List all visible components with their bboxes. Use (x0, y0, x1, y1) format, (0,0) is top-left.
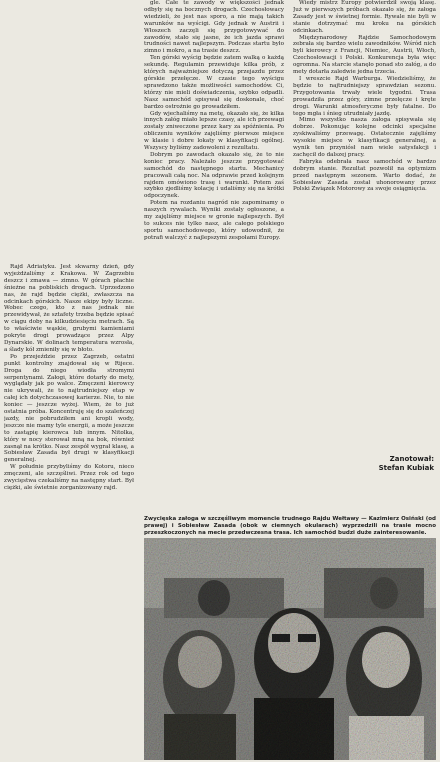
article-column-2 (144, 0, 284, 516)
paragraph: Dobrym po zawodach okazało się, że to nie koniec pracy. Należało jeszcze przygotować samochód do następnego startu. Mechanicy pracowali całą noc. Na odprawie przed kolejnym rajdem omówiono trasę i warunki. Potem zaś szybko zjedliśmy kolację i udaliśmy się na krótki odpoczynek. (144, 151, 284, 200)
newspaper-photo-icon (144, 538, 436, 760)
author-signature (322, 455, 434, 473)
paragraph: Potem na rozdaniu nagród nie zapominamy o naszych rywalach. Wyniki zostały ogłoszone, a my zajęliśmy miejsce w gronie najlepszych. Był to sukces nie tylko nasz, ale całego polskiego sportu samochodowego, który udowodnił, że potrafi walczyć z najlepszymi zespołami Europy. (144, 200, 284, 241)
paragraph: Mimo wszystko nasza załoga spisywała się dobrze. Pokonując kolejne odcinki specjalne zyskiwaliśmy przewagę. Ostatecznie zajęliśmy wysokie miejsce w klasyfikacji generalnej, a wynik ten przyniósł nam wiele satysfakcji i zachęcił do dalszej pracy. (293, 117, 436, 158)
article-column-3 (293, 0, 436, 455)
paragraph: Gdy wjechaliśmy na metę, okazało się, że kilka innych załóg miało lepsze czasy, ale ich przewagi zostały zniweczone przez kary za spóźnienia. Po obliczeniu wyników zajęliśmy pierwsze miejsce w klasie i dobre lokaty w klasyfikacji ogólnej. Wszyscy byliśmy zadowoleni z rezultatu. (144, 110, 284, 152)
paragraph: Ten górski wyścig będzie zatem walką o każdą sekundę. Regulamin przewiduje kilka prób, z których najważniejsze dotyczą przejazdu przez górskie przełęcze. W czasie tego wyścigu sprawdzono także możliwości samochodów. Ci, którzy nie mieli doświadczenia, szybko odpadli. Nasz samochód spisywał się doskonale, choć bardzo ostrożnie go prowadziłem. (144, 55, 284, 110)
paragraph: Wiedy mistrz Europy potwierdził swoją klasę. Już w pierwszych próbach okazało się, że załoga Zasady jest w świetnej formie. Rywale nie byli w stanie dotrzymać mu kroku na górskich odcinkach. (293, 0, 436, 34)
paragraph: gle. Całe te zawody w większości jednak odbyły się na bocznych drogach. Czechosłowacy wiedzieli, że jest nas sporo, a nie mają takich warunków na wyścigi. Gdy jednak w Austrii i Włoszech zaczęli się przygotowywać do zawodów, stało się jasne, że ich jazda sprawi trudności nawet najlepszym. Podczas startu było zimno i mokro, a na trasie deszcz. (144, 0, 284, 55)
blank-margin (4, 0, 134, 258)
article-column-1 (4, 264, 134, 762)
signature-label: Zanotował: (389, 455, 434, 463)
photo-caption: Zwycięska załoga w szczęśliwym momencie trudnego Rajdu Wełtawy — Kazimierz Osiński (od prawej) i Sobiesław Zasada (obok w ciemnych okularach) wyprzedzili na trasie mocno przeszkoczonych na mecie przedwczesna trasa. Ich samochód budzi duże zainteresowanie. (144, 516, 436, 536)
paragraph: Rajd Adriatyku. Jest skwarny dzień, gdy wyjeżdżaliśmy z Krakowa. W Zagrzebiu deszcz i zmawa — zimno. W górach płachie śnieżne na pobliskich drogach. Uprzedzono nas, że rajd będzie ciężki, zwłaszcza na odcinkach górskich. Nasze ekipy były liczne. Wobec czego, kto z nas jednak nie przewidywał, że sztafety trzeba będzie spisać w ciągu doby na kilkudziesięciu metrach. Są to właściwie wąskie, grubymi kamieniami pokryte drogi prowadzące przez Alpy Dynarskie. W dolinach temperatura wzrosła, a ślady kół zmieniły się w błoto. (4, 264, 134, 353)
paragraph: W południe przybyliśmy do Kotoru, nieco zmęczeni, ale szczęśliwi. Przez rok od tego zwycięstwa czekaliśmy na następny start. Był ciężki, ale świetnie zorganizowany rajd. (4, 464, 134, 491)
paragraph: Po przejeździe przez Zagrzeb, ostatni punkt kontrolny znajdował się w Rijece. Droga do niego wiodła stromymi serpentynami. Załogi, które dotarły do mety, wyglądały jak po walce. Zmęczeni kierowcy nie ukrywali, że to najtrudniejszy etap w całej ich dotychczasowej karierze. Nie, to nie koniec — jeszcze wyżej. Wiem, że to już ostatnia próba. Koncentruję się do szaleńczej jazdy, nie pobrudziłem ani kropli wody, jeszcze nie mamy tyle energii, a może jeszcze to zastąpię kierowca lub innym. Nitolka, który w nocy sterował mną na bok, również zasnął na krótko. Nasz zespół wygrał klasę, a Sobiesław Zasada był drugi w klasyfikacji generalnej. (4, 353, 134, 464)
paragraph: Międzynarodowy Rajdzie Samochodowym zebrała się bardzo wielu zawodników. Wśród nich byli kierowcy z Francji, Niemiec, Austrii, Włoch, Czechosłowacji i Polski. Konkurencja była więc ogromna. Na starcie stanęło ponad sto załóg, a do mety dotarła zaledwie jedna trzecia. (293, 34, 436, 76)
signature-name: Stefan Kubiak (378, 464, 434, 472)
photo-illustration (144, 538, 436, 760)
paragraph: I wreszcie Rajd Warburga. Wiedzieliśmy, że będzie to najtrudniejszy sprawdzian sezonu. Przygotowania trwały wiele tygodni. Trasa prowadziła przez góry, zimne przełęcze i kręte drogi. Warunki atmosferyczne były fatalne. Do tego mgła i śnieg utrudniały jazdę. (293, 75, 436, 117)
paragraph: Fabryka odebrała nasz samochód w bardzo dobrym stanie. Rezultat pozwolił na optymizm przed następnym sezonem. Warto dodać, że Sobiesław Zasada został uhonorowany przez Polski Związek Motorowy za swoje osiągnięcia. (293, 158, 436, 193)
